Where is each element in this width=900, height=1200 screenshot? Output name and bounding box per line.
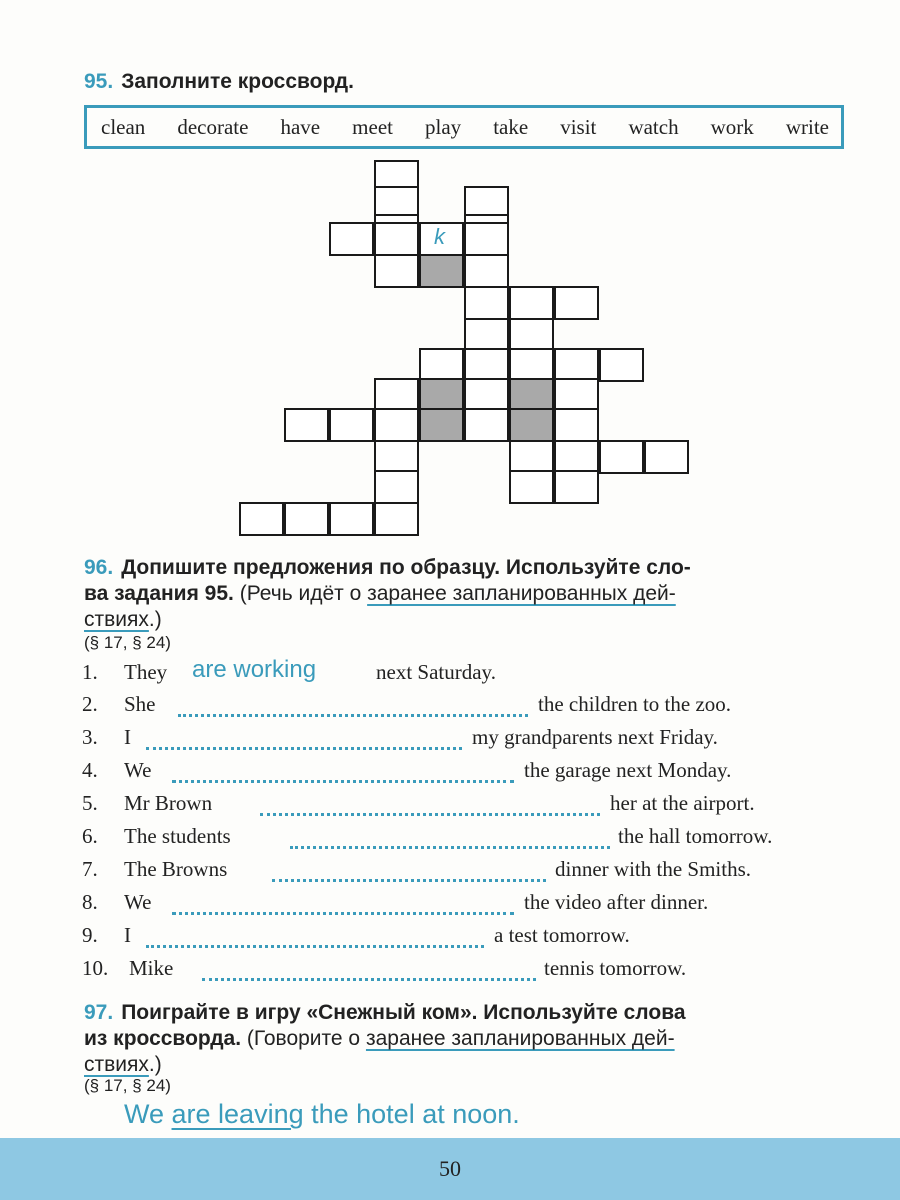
crossword-cell[interactable] xyxy=(329,408,374,442)
word-bank-item: work xyxy=(710,114,754,139)
crossword-cell[interactable] xyxy=(509,470,554,504)
crossword-shaded-cell xyxy=(419,254,464,288)
exercise-title: ва задания 95. xyxy=(84,582,234,605)
crossword-cell[interactable] xyxy=(599,348,644,382)
crossword-cell[interactable] xyxy=(554,378,599,412)
crossword-cell[interactable] xyxy=(284,502,329,536)
sentence-subject: We xyxy=(124,758,152,782)
sentence-row xyxy=(82,890,842,922)
sentence-ending: my grandparents next Friday. xyxy=(472,725,718,749)
crossword-cell[interactable] xyxy=(554,408,599,442)
sentence-row xyxy=(82,758,842,790)
word-bank-item: meet xyxy=(352,114,393,139)
sentence-number: 8. xyxy=(82,890,98,914)
exercise-title: Поиграйте в игру «Снежный ком». Используйте слова xyxy=(121,1001,686,1024)
crossword-cell[interactable] xyxy=(464,408,509,442)
exercise-note: (Говорите о xyxy=(241,1027,366,1050)
answer-blank[interactable] xyxy=(202,968,536,981)
crossword-cell[interactable] xyxy=(374,470,419,504)
exercise-note-underlined: заранее запланированных дей- xyxy=(367,582,676,605)
crossword-cell[interactable] xyxy=(374,440,419,474)
sentence-ending: a test tomorrow. xyxy=(494,923,630,947)
crossword-cell[interactable] xyxy=(644,440,689,474)
crossword-cell[interactable] xyxy=(554,440,599,474)
example-end: the hotel at noon. xyxy=(303,1099,520,1129)
word-bank-item: decorate xyxy=(177,114,249,139)
crossword-cell[interactable] xyxy=(464,254,509,288)
example-sentence xyxy=(124,1099,520,1130)
sentence-subject: The Browns xyxy=(124,857,228,881)
crossword-cell[interactable] xyxy=(464,222,509,256)
crossword-cell[interactable] xyxy=(374,408,419,442)
exercise-number: 97. xyxy=(84,1001,114,1024)
page-number: 50 xyxy=(439,1156,461,1181)
sentence-number: 10. xyxy=(82,956,109,980)
crossword-cell[interactable] xyxy=(419,348,464,382)
crossword-cell[interactable] xyxy=(329,222,374,256)
sentence-ending: dinner with the Smiths. xyxy=(555,857,751,881)
sentence-number: 3. xyxy=(82,725,98,749)
crossword-cell[interactable] xyxy=(374,222,419,256)
exercise-95-heading xyxy=(84,70,354,94)
sentence-ending: the hall tomorrow. xyxy=(618,824,773,848)
crossword-cell[interactable] xyxy=(329,502,374,536)
word-bank-item: visit xyxy=(560,114,597,139)
crossword-cell[interactable] xyxy=(374,378,419,412)
exercise-note: .) xyxy=(148,608,162,631)
word-bank xyxy=(84,105,844,149)
exercise-title: Допишите предложения по образцу. Используйте сло- xyxy=(121,556,691,579)
sentence-row xyxy=(82,956,842,988)
answer-blank[interactable] xyxy=(260,803,600,816)
exercise-96-heading-line2 xyxy=(84,582,676,606)
sentence-subject: I xyxy=(124,725,131,749)
sentence-number: 2. xyxy=(82,692,98,716)
answer-blank[interactable] xyxy=(178,704,528,717)
exercise-96-heading-line3 xyxy=(84,608,162,632)
answer-blank[interactable] xyxy=(146,935,484,948)
sentence-number: 5. xyxy=(82,791,98,815)
grammar-references: (§ 17, § 24) xyxy=(84,633,171,652)
crossword-cell[interactable] xyxy=(599,440,644,474)
crossword-cell[interactable] xyxy=(239,502,284,536)
sentence-subject: They xyxy=(124,660,168,684)
sentence-number: 9. xyxy=(82,923,98,947)
sentence-subject: Mike xyxy=(129,956,174,980)
sentence-ending: her at the airport. xyxy=(610,791,755,815)
crossword-cell[interactable] xyxy=(464,318,509,352)
crossword-cell[interactable] xyxy=(464,286,509,320)
example-answer: are leaving xyxy=(171,1099,304,1129)
sentence-answer: are working xyxy=(192,656,317,683)
sentence-subject: The students xyxy=(124,824,231,848)
answer-blank[interactable] xyxy=(172,770,514,783)
answer-blank[interactable] xyxy=(272,869,546,882)
answer-blank[interactable] xyxy=(146,737,462,750)
crossword-cell[interactable] xyxy=(464,348,509,382)
exercise-note: .) xyxy=(148,1053,162,1076)
crossword-cell[interactable] xyxy=(509,286,554,320)
sentence-row xyxy=(82,923,842,955)
sentence-ending: the video after dinner. xyxy=(524,890,709,914)
sentence-ending: the garage next Monday. xyxy=(524,758,732,782)
crossword-cell[interactable] xyxy=(374,502,419,536)
answer-blank[interactable] xyxy=(172,902,514,915)
crossword-shaded-cell xyxy=(419,408,464,442)
sentence-subject: I xyxy=(124,923,131,947)
crossword-cell[interactable] xyxy=(554,470,599,504)
sentence-number: 7. xyxy=(82,857,98,881)
sentence-row xyxy=(82,656,842,692)
crossword-shaded-cell xyxy=(509,408,554,442)
crossword-cell[interactable] xyxy=(554,286,599,320)
grammar-references: (§ 17, § 24) xyxy=(84,1076,171,1095)
crossword-cell[interactable] xyxy=(554,348,599,382)
sentence-number: 6. xyxy=(82,824,98,848)
crossword-shaded-cell xyxy=(419,378,464,412)
crossword-cell[interactable] xyxy=(374,254,419,288)
exercise-title: Заполните кроссворд. xyxy=(121,70,354,93)
sentence-row xyxy=(82,725,842,757)
exercise-97-heading-line2 xyxy=(84,1027,675,1051)
exercise-note-underlined: ствиях xyxy=(84,608,149,631)
crossword-filled-letter: k xyxy=(434,224,445,249)
word-bank-item: play xyxy=(425,114,462,139)
crossword-cell[interactable] xyxy=(509,318,554,352)
sentence-row xyxy=(82,692,842,724)
exercise-note-underlined: ствиях xyxy=(84,1053,149,1076)
word-bank-item: write xyxy=(785,114,829,139)
sentence-subject: We xyxy=(124,890,152,914)
exercise-97-heading-line3 xyxy=(84,1053,162,1077)
sentence-number: 1. xyxy=(82,660,98,684)
exercise-96-heading xyxy=(84,556,691,580)
example-start: We xyxy=(124,1099,172,1129)
sentence-subject: She xyxy=(124,692,156,716)
sentence-row xyxy=(82,857,842,889)
sentence-subject: Mr Brown xyxy=(124,791,213,815)
exercise-97-heading xyxy=(84,1001,686,1025)
sentence-number: 4. xyxy=(82,758,98,782)
answer-blank[interactable] xyxy=(290,836,610,849)
crossword-cell[interactable] xyxy=(464,378,509,412)
word-bank-item: take xyxy=(493,114,529,139)
crossword-cell[interactable] xyxy=(284,408,329,442)
word-bank-item: watch xyxy=(628,114,679,139)
sentence-ending: tennis tomorrow. xyxy=(544,956,687,980)
exercise-title: из кроссворда. xyxy=(84,1027,242,1050)
exercise-note-underlined: заранее запланированных дей- xyxy=(365,1027,675,1050)
sentence-row xyxy=(82,824,842,856)
word-bank-item: clean xyxy=(101,114,146,139)
sentence-row xyxy=(82,791,842,823)
exercise-number: 95. xyxy=(84,70,114,93)
word-bank-item: have xyxy=(280,114,321,139)
exercise-note: (Речь идёт о xyxy=(233,582,368,605)
exercise-number: 96. xyxy=(84,556,114,579)
crossword-shaded-cell xyxy=(509,378,554,412)
sentence-ending: next Saturday. xyxy=(376,660,496,684)
sentence-ending: the children to the zoo. xyxy=(538,692,732,716)
crossword-cell[interactable] xyxy=(509,348,554,382)
crossword-cell[interactable] xyxy=(509,440,554,474)
